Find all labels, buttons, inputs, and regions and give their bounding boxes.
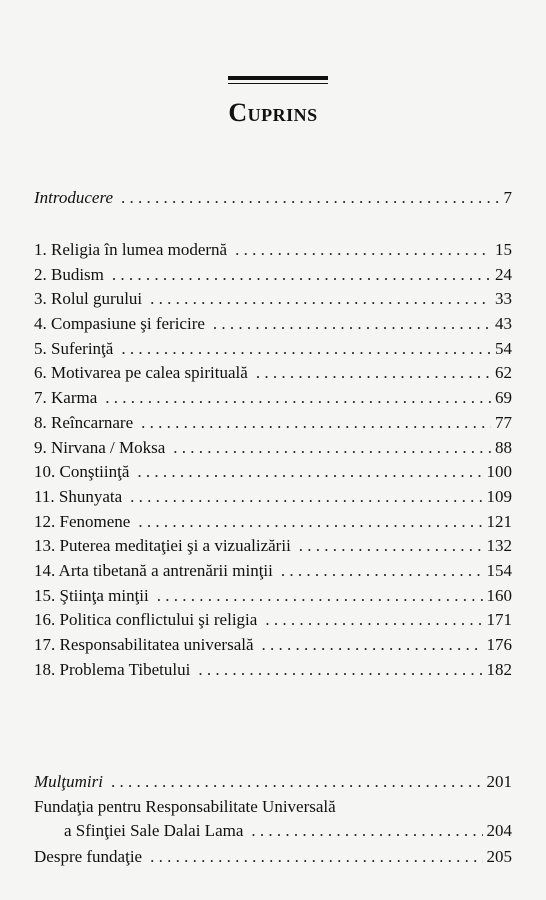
leader-dots xyxy=(265,608,482,633)
toc-entry-chapter[interactable] xyxy=(34,312,512,337)
leader-dots xyxy=(299,534,483,559)
leader-dots xyxy=(150,287,491,312)
toc-entry-label: 14. Arta tibetană a antrenării minţii xyxy=(34,560,273,580)
leader-dots xyxy=(130,485,482,510)
leader-dots xyxy=(235,238,491,263)
toc-intro-section xyxy=(34,186,512,211)
toc-entry-label: 1. Religia în lumea modernă xyxy=(34,240,228,259)
toc-entry-label: 9. Nirvana / Moksa xyxy=(34,437,166,457)
toc-page-number: 7 xyxy=(503,188,512,207)
leader-dots xyxy=(141,411,491,436)
toc-entry-chapter[interactable] xyxy=(34,460,512,485)
leader-dots xyxy=(256,361,491,386)
toc-entry-chapter[interactable] xyxy=(34,633,512,658)
toc-entry-chapter[interactable] xyxy=(34,510,512,535)
toc-entry-label: 10. Conştiinţă xyxy=(34,462,130,482)
toc-entry-label: 16. Politica conflictului şi religia xyxy=(34,610,258,630)
toc-entry-label: 13. Puterea meditaţiei şi a vizualizării xyxy=(34,536,291,556)
toc-entry-introduction[interactable] xyxy=(34,186,512,211)
toc-entry-chapter[interactable] xyxy=(34,238,512,263)
toc-entry-label: 5. Suferinţă xyxy=(34,338,114,358)
thin-rule xyxy=(228,83,328,84)
leader-dots xyxy=(111,770,483,795)
toc-page-number: 171 xyxy=(486,610,512,630)
toc-entry-acknowledgements[interactable] xyxy=(34,770,512,795)
leader-dots xyxy=(173,436,491,461)
toc-entry-label: 17. Responsabilitatea universală xyxy=(34,635,254,654)
toc-entry-chapter[interactable] xyxy=(34,361,512,386)
toc-entry-chapter[interactable] xyxy=(34,584,512,609)
toc-page-number: 205 xyxy=(486,846,512,866)
toc-entry-chapter[interactable] xyxy=(34,411,512,436)
leader-dots xyxy=(121,337,491,362)
toc-page-number: 62 xyxy=(495,363,512,383)
page-title: Cuprins xyxy=(228,98,318,127)
toc-page-number: 109 xyxy=(486,486,512,506)
toc-entry-chapter[interactable] xyxy=(34,608,512,633)
toc-entry-label: 3. Rolul gurului xyxy=(34,289,143,309)
toc-entry-chapter[interactable] xyxy=(34,287,512,312)
title-ornament-rule xyxy=(228,76,328,84)
toc-entry-label: 2. Budism xyxy=(34,264,104,284)
toc-entry-foundation-line1[interactable]: Fundaţia pentru Responsabilitate Universală xyxy=(34,796,336,816)
toc-back-matter xyxy=(34,770,512,871)
leader-dots xyxy=(121,186,500,211)
toc-page-number: 54 xyxy=(495,338,512,358)
leader-dots xyxy=(112,263,491,288)
toc-entry-label: 6. Motivarea pe calea spirituală xyxy=(34,363,248,383)
toc-entry-chapter[interactable] xyxy=(34,337,512,362)
toc-page-number: 33 xyxy=(495,289,512,309)
leader-dots xyxy=(281,559,483,584)
leader-dots xyxy=(262,633,483,658)
toc-entry-label: 7. Karma xyxy=(34,388,98,408)
toc-page-number: 121 xyxy=(486,511,512,531)
leader-dots xyxy=(138,510,482,535)
toc-page-number: 154 xyxy=(486,560,512,580)
leader-dots xyxy=(105,386,491,411)
toc-entry-chapter[interactable] xyxy=(34,559,512,584)
toc-entry-chapter[interactable] xyxy=(34,263,512,288)
toc-entry-chapter[interactable] xyxy=(34,658,512,683)
toc-entry-chapter[interactable] xyxy=(34,485,512,510)
toc-page-number: 182 xyxy=(486,659,512,679)
toc-chapters-list xyxy=(34,238,512,682)
toc-page-number: 88 xyxy=(495,437,512,457)
toc-page-number: 204 xyxy=(486,820,512,840)
toc-page-number: 132 xyxy=(486,536,512,556)
toc-page-number: 201 xyxy=(486,772,512,791)
toc-entry-label: a Sfinţiei Sale Dalai Lama xyxy=(64,820,244,840)
toc-entry-label: 8. Reîncarnare xyxy=(34,412,134,432)
toc-page-number: 24 xyxy=(495,264,512,284)
leader-dots xyxy=(157,584,483,609)
toc-entry-label: Introducere xyxy=(34,188,113,207)
leader-dots xyxy=(198,658,482,683)
toc-page-number: 100 xyxy=(486,462,512,482)
toc-entry-label: Despre fundaţie xyxy=(34,846,143,866)
toc-page-number: 15 xyxy=(495,240,512,259)
toc-entry-chapter[interactable] xyxy=(34,386,512,411)
toc-entry-foundation[interactable] xyxy=(34,819,512,843)
leader-dots xyxy=(213,312,491,337)
toc-entry-about-foundation[interactable] xyxy=(34,843,512,871)
toc-page-number: 43 xyxy=(495,314,512,334)
toc-page-number: 160 xyxy=(486,585,512,605)
toc-entry-chapter[interactable] xyxy=(34,436,512,461)
toc-page-number: 77 xyxy=(495,412,512,432)
toc-entry-label: 11. Shunyata xyxy=(34,486,123,506)
toc-page-number: 176 xyxy=(486,635,512,654)
toc-entry-label: Mulţumiri xyxy=(34,772,103,791)
toc-entry-label: 15. Ştiinţa minţii xyxy=(34,585,149,605)
toc-entry-label: 12. Fenomene xyxy=(34,511,131,531)
thick-rule xyxy=(228,76,328,80)
toc-entry-label: 18. Problema Tibetului xyxy=(34,659,191,679)
leader-dots xyxy=(251,819,482,843)
toc-entry-chapter[interactable] xyxy=(34,534,512,559)
toc-page-number: 69 xyxy=(495,388,512,408)
leader-dots xyxy=(137,460,482,485)
toc-entry-label: 4. Compasiune şi fericire xyxy=(34,314,205,334)
leader-dots xyxy=(150,843,482,871)
